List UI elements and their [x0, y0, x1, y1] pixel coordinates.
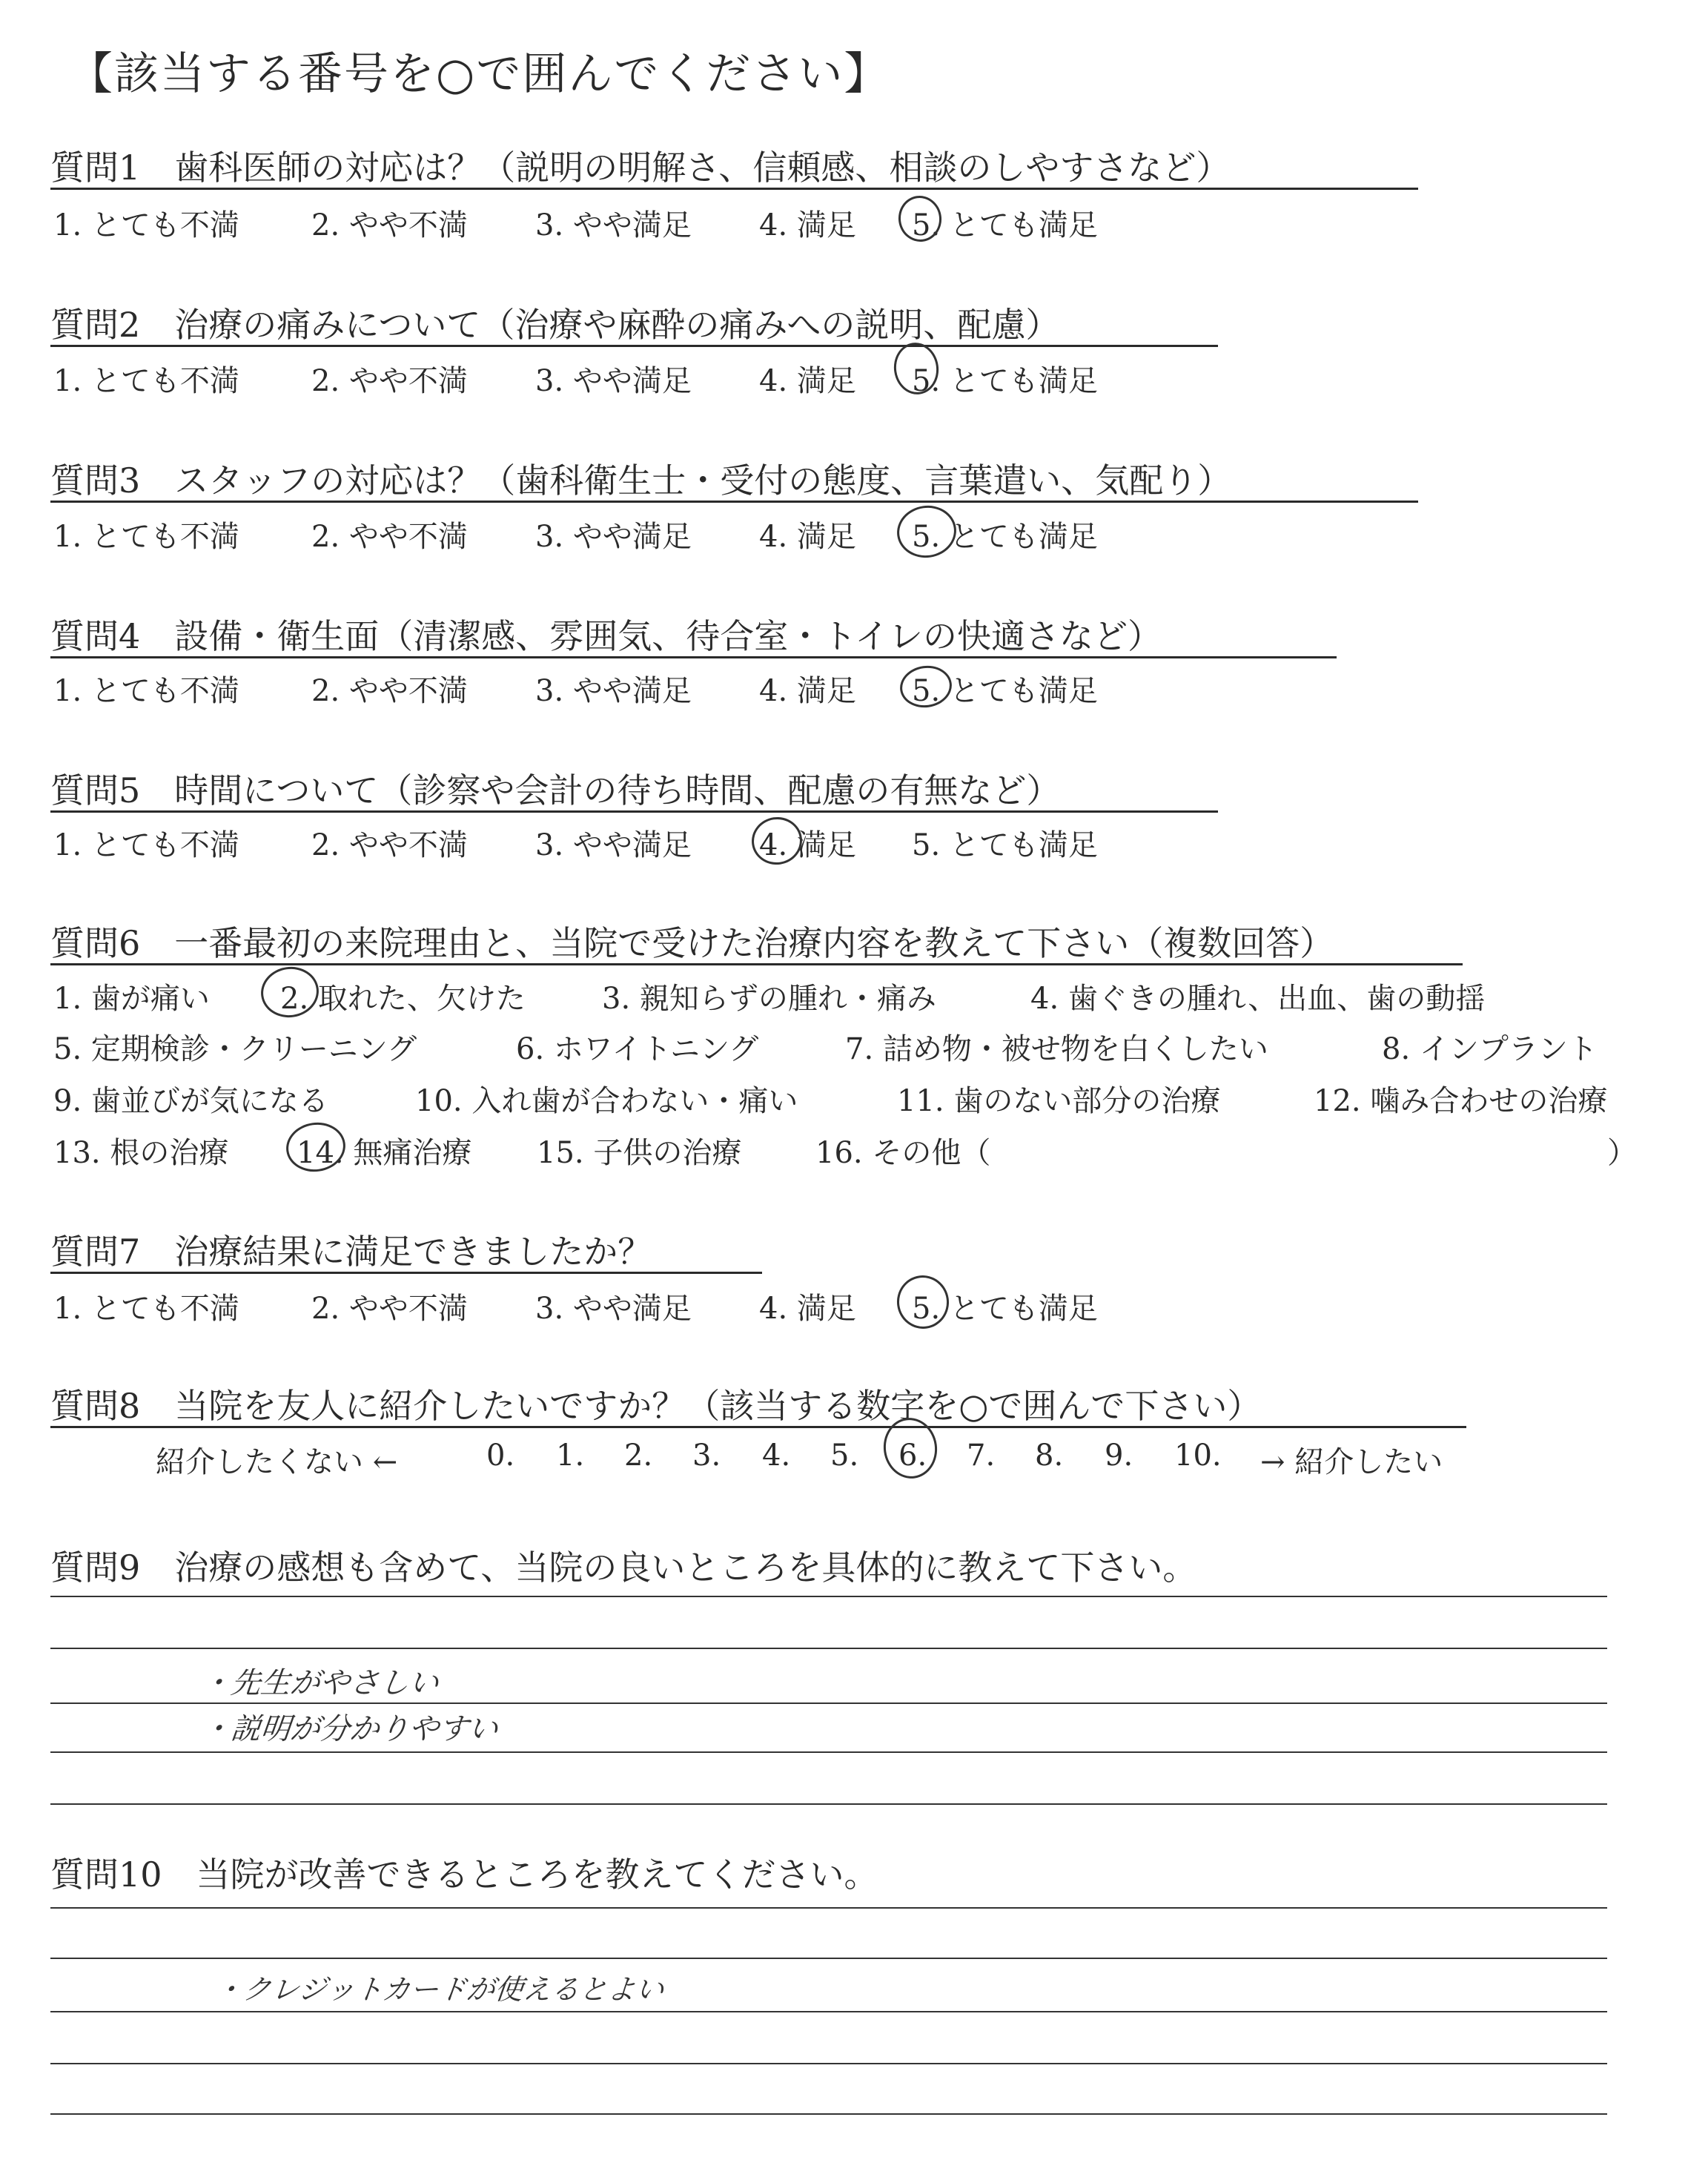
option-3[interactable]: 3. やや満足	[535, 828, 692, 862]
option-4[interactable]: 4. 満足	[759, 208, 856, 242]
question-5-title: 質問5 時間について（診察や会計の待ち時間、配慮の有無など）	[50, 770, 1061, 810]
question-6-options-row-1	[0, 975, 1708, 1016]
question-4-options	[0, 667, 1708, 708]
divider	[50, 810, 1218, 813]
question-3-title: 質問3 スタッフの対応は？（歯科衛生士・受付の態度、言葉遣い、気配り）	[50, 460, 1232, 501]
option-2[interactable]: 2. やや不満	[311, 364, 468, 398]
question-6-options-row-3	[0, 1077, 1708, 1118]
scale-3[interactable]: 3.	[692, 1439, 721, 1473]
option-4[interactable]: 4. 満足	[759, 828, 856, 862]
answer-line	[50, 1596, 1607, 1597]
divider	[50, 188, 1418, 190]
answer-line	[50, 1907, 1607, 1909]
scale-1[interactable]: 1.	[556, 1439, 585, 1473]
option-5[interactable]: 5. 定期検診・クリーニング	[53, 1032, 417, 1066]
scale-left-label: 紹介したくない ←	[156, 1445, 398, 1479]
handwritten-answer: ・説明が分かりやすい	[199, 1712, 500, 1746]
question-1-title: 質問1 歯科医師の対応は？（説明の明解さ、信頼感、相談のしやすさなど）	[50, 148, 1231, 188]
scale-8[interactable]: 8.	[1035, 1439, 1064, 1473]
question-6-title: 質問6 一番最初の来院理由と、当院で受けた治療内容を教えて下さい（複数回答）	[50, 923, 1334, 963]
handwritten-answer: ・先生がやさしい	[199, 1666, 441, 1700]
option-4[interactable]: 4. 満足	[759, 1292, 856, 1326]
question-7-options	[0, 1285, 1708, 1326]
scale-10[interactable]: 10.	[1174, 1439, 1222, 1473]
option-6[interactable]: 6. ホワイトニング	[516, 1032, 759, 1066]
option-9[interactable]: 9. 歯並びが気になる	[53, 1084, 328, 1118]
question-5-options	[0, 822, 1708, 862]
option-1[interactable]: 1. とても不満	[53, 1292, 239, 1326]
scale-7[interactable]: 7.	[967, 1439, 996, 1473]
handwritten-answer: ・クレジットカードが使えるとよい	[213, 1973, 666, 2006]
option-3[interactable]: 3. やや満足	[535, 208, 692, 242]
answer-line	[50, 1751, 1607, 1753]
option-5[interactable]: 5. とても満足	[912, 1292, 1098, 1326]
scale-4[interactable]: 4.	[762, 1439, 791, 1473]
question-3-options	[0, 513, 1708, 554]
question-10-title: 質問10 当院が改善できるところを教えてください。	[50, 1855, 878, 1895]
answer-line	[50, 1648, 1607, 1649]
option-2[interactable]: 2. やや不満	[311, 208, 468, 242]
option-7[interactable]: 7. 詰め物・被せ物を白くしたい	[845, 1032, 1268, 1066]
answer-line	[50, 1958, 1607, 1959]
scale-0[interactable]: 0.	[486, 1439, 515, 1473]
option-1[interactable]: 1. とても不満	[53, 364, 239, 398]
option-3[interactable]: 3. やや満足	[535, 1292, 692, 1326]
option-2[interactable]: 2. やや不満	[311, 520, 468, 554]
divider	[50, 656, 1337, 658]
option-5[interactable]: 5. とても満足	[912, 364, 1098, 398]
option-5[interactable]: 5. とても満足	[912, 520, 1098, 554]
divider	[50, 963, 1463, 965]
option-3[interactable]: 3. やや満足	[535, 674, 692, 708]
question-6-options-row-4	[0, 1129, 1708, 1170]
option-8[interactable]: 8. インプラント	[1382, 1032, 1598, 1066]
option-3[interactable]: 3. やや満足	[535, 364, 692, 398]
question-8-title: 質問8 当院を友人に紹介したいですか？（該当する数字を○で囲んで下さい）	[50, 1386, 1262, 1426]
answer-line	[50, 2063, 1607, 2064]
scale-right-label: → 紹介したい	[1260, 1445, 1443, 1479]
option-2[interactable]: 2. やや不満	[311, 674, 468, 708]
divider	[50, 501, 1418, 503]
option-4[interactable]: 4. 満足	[759, 364, 856, 398]
option-4[interactable]: 4. 歯ぐきの腫れ、出血、歯の動揺	[1030, 982, 1486, 1016]
divider	[50, 1272, 762, 1274]
option-12[interactable]: 12. 噛み合わせの治療	[1314, 1084, 1608, 1118]
option-1[interactable]: 1. とても不満	[53, 828, 239, 862]
question-6-options-row-2	[0, 1025, 1708, 1066]
question-2-options	[0, 357, 1708, 398]
scale-5[interactable]: 5.	[830, 1439, 859, 1473]
option-14[interactable]: 14. 無痛治療	[297, 1136, 472, 1170]
scale-9[interactable]: 9.	[1105, 1439, 1133, 1473]
option-1[interactable]: 1. とても不満	[53, 674, 239, 708]
option-4[interactable]: 4. 満足	[759, 520, 856, 554]
option-16-close-paren: ）	[1607, 1136, 1637, 1170]
option-1[interactable]: 1. とても不満	[53, 520, 239, 554]
divider	[50, 1426, 1466, 1428]
question-9-title: 質問9 治療の感想も含めて、当院の良いところを具体的に教えて下さい。	[50, 1548, 1197, 1588]
option-1[interactable]: 1. 歯が痛い	[53, 982, 210, 1016]
question-1-options	[0, 202, 1708, 242]
option-3[interactable]: 3. やや満足	[535, 520, 692, 554]
option-15[interactable]: 15. 子供の治療	[537, 1136, 742, 1170]
question-4-title: 質問4 設備・衛生面（清潔感、雰囲気、待合室・トイレの快適さなど）	[50, 616, 1162, 656]
option-2[interactable]: 2. やや不満	[311, 1292, 468, 1326]
scale-2[interactable]: 2.	[624, 1439, 653, 1473]
option-5[interactable]: 5. とても満足	[912, 208, 1098, 242]
option-10[interactable]: 10. 入れ歯が合わない・痛い	[415, 1084, 798, 1118]
question-2-title: 質問2 治療の痛みについて（治療や麻酔の痛みへの説明、配慮）	[50, 305, 1060, 345]
option-2[interactable]: 2. 取れた、欠けた	[280, 982, 526, 1016]
option-1[interactable]: 1. とても不満	[53, 208, 239, 242]
option-2[interactable]: 2. やや不満	[311, 828, 468, 862]
answer-line	[50, 1803, 1607, 1805]
option-5[interactable]: 5. とても満足	[912, 674, 1098, 708]
option-4[interactable]: 4. 満足	[759, 674, 856, 708]
question-8-scale	[0, 1439, 1708, 1479]
answer-line	[50, 2113, 1607, 2115]
option-11[interactable]: 11. 歯のない部分の治療	[897, 1084, 1221, 1118]
answer-line	[50, 2011, 1607, 2012]
option-13[interactable]: 13. 根の治療	[53, 1136, 229, 1170]
answer-line	[50, 1702, 1607, 1704]
scale-6[interactable]: 6.	[898, 1439, 927, 1473]
question-7-title: 質問7 治療結果に満足できましたか？	[50, 1232, 652, 1272]
option-3[interactable]: 3. 親知らずの腫れ・痛み	[602, 982, 936, 1016]
divider	[50, 345, 1218, 347]
form-instruction: 【該当する番号を○で囲んでください】	[68, 48, 890, 100]
option-5[interactable]: 5. とても満足	[912, 828, 1098, 862]
option-16[interactable]: 16. その他（	[815, 1136, 991, 1170]
